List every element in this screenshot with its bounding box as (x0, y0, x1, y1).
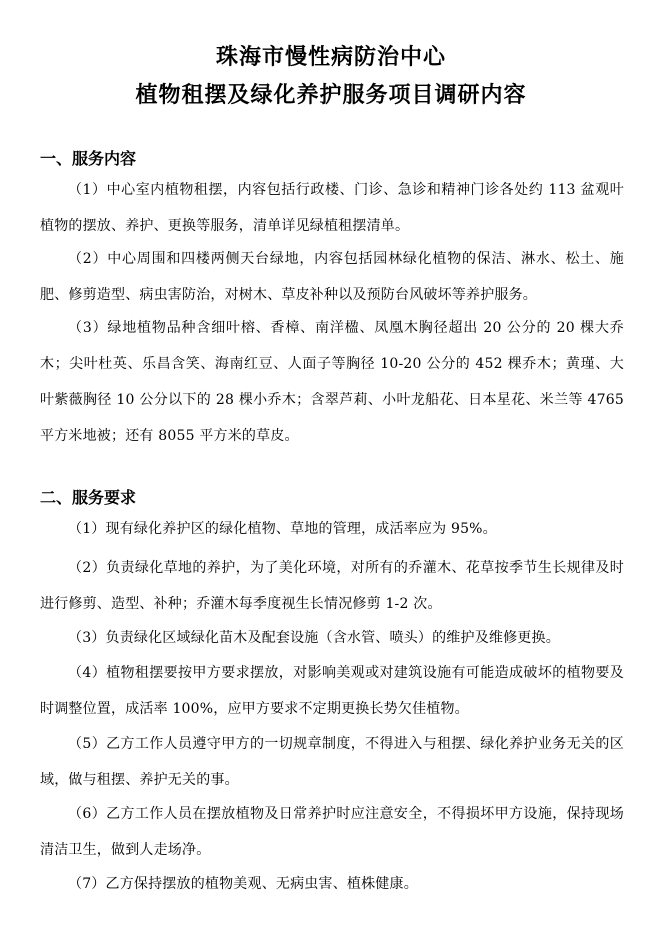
section-heading-service-content: 一、服务内容 (40, 149, 137, 168)
service-requirement-paragraph-3: （3）负责绿化区域绿化苗木及配套设施（含水管、喷头）的维护及维修更换。 (68, 630, 560, 646)
service-requirement-paragraph-4: （4）植物租摆要按甲方要求摆放，对影响美观或对建筑设施有可能造成破坏的植物要及时调整位置，成活率 100%，应甲方要求不定期更换长势欠佳植物。 (40, 665, 624, 717)
document-title-organization: 珠海市慢性病防治中心 (215, 45, 446, 70)
service-requirement-paragraph-1: （1）现有绿化养护区的绿化植物、草地的管理，成活率应为 95%。 (68, 521, 497, 537)
section-heading-service-requirements: 二、服务要求 (40, 488, 137, 507)
service-requirement-paragraph-6: （6）乙方工作人员在摆放植物及日常养护时应注意安全，不得损坏甲方设施，保持现场清洁卫生，做到人走场净。 (40, 806, 624, 858)
service-content-paragraph-2: （2）中心周围和四楼两侧天台绿地，内容包括园林绿化植物的保洁、淋水、松土、施肥、修剪造型、病虫害防治，对树木、草皮补种以及预防台风破坏等养护服务。 (40, 251, 624, 303)
service-requirement-paragraph-5: （5）乙方工作人员遵守甲方的一切规章制度，不得进入与租摆、绿化养护业务无关的区域，做与租摆、养护无关的事。 (40, 736, 624, 788)
service-content-paragraph-3: （3）绿地植物品种含细叶榕、香樟、南洋楹、凤凰木胸径超出 20 公分的 20 棵大乔木；尖叶杜英、乐昌含笑、海南红豆、人面子等胸径 10-20 公分的 452 棵乔木；黄瑾、大叶紫薇胸径 10 公分以下的 28 棵小乔木；含翠芦莉、小叶龙船花、日本星花、米兰等 4765 平方米地被；还有 8055 平方米的草皮。 (40, 320, 624, 444)
service-requirement-paragraph-7: （7）乙方保持摆放的植物美观、无病虫害、植株健康。 (68, 876, 418, 892)
document-title-subject: 植物租摆及绿化养护服务项目调研内容 (135, 83, 527, 108)
service-requirement-paragraph-2: （2）负责绿化草地的养护，为了美化环境，对所有的乔灌木、花草按季节生长规律及时进行修剪、造型、补种；乔灌木每季度视生长情况修剪 1-2 次。 (40, 560, 624, 612)
service-content-paragraph-1: （1）中心室内植物租摆，内容包括行政楼、门诊、急诊和精神门诊各处约 113 盆观叶植物的摆放、养护、更换等服务，清单详见绿植租摆清单。 (40, 182, 624, 234)
